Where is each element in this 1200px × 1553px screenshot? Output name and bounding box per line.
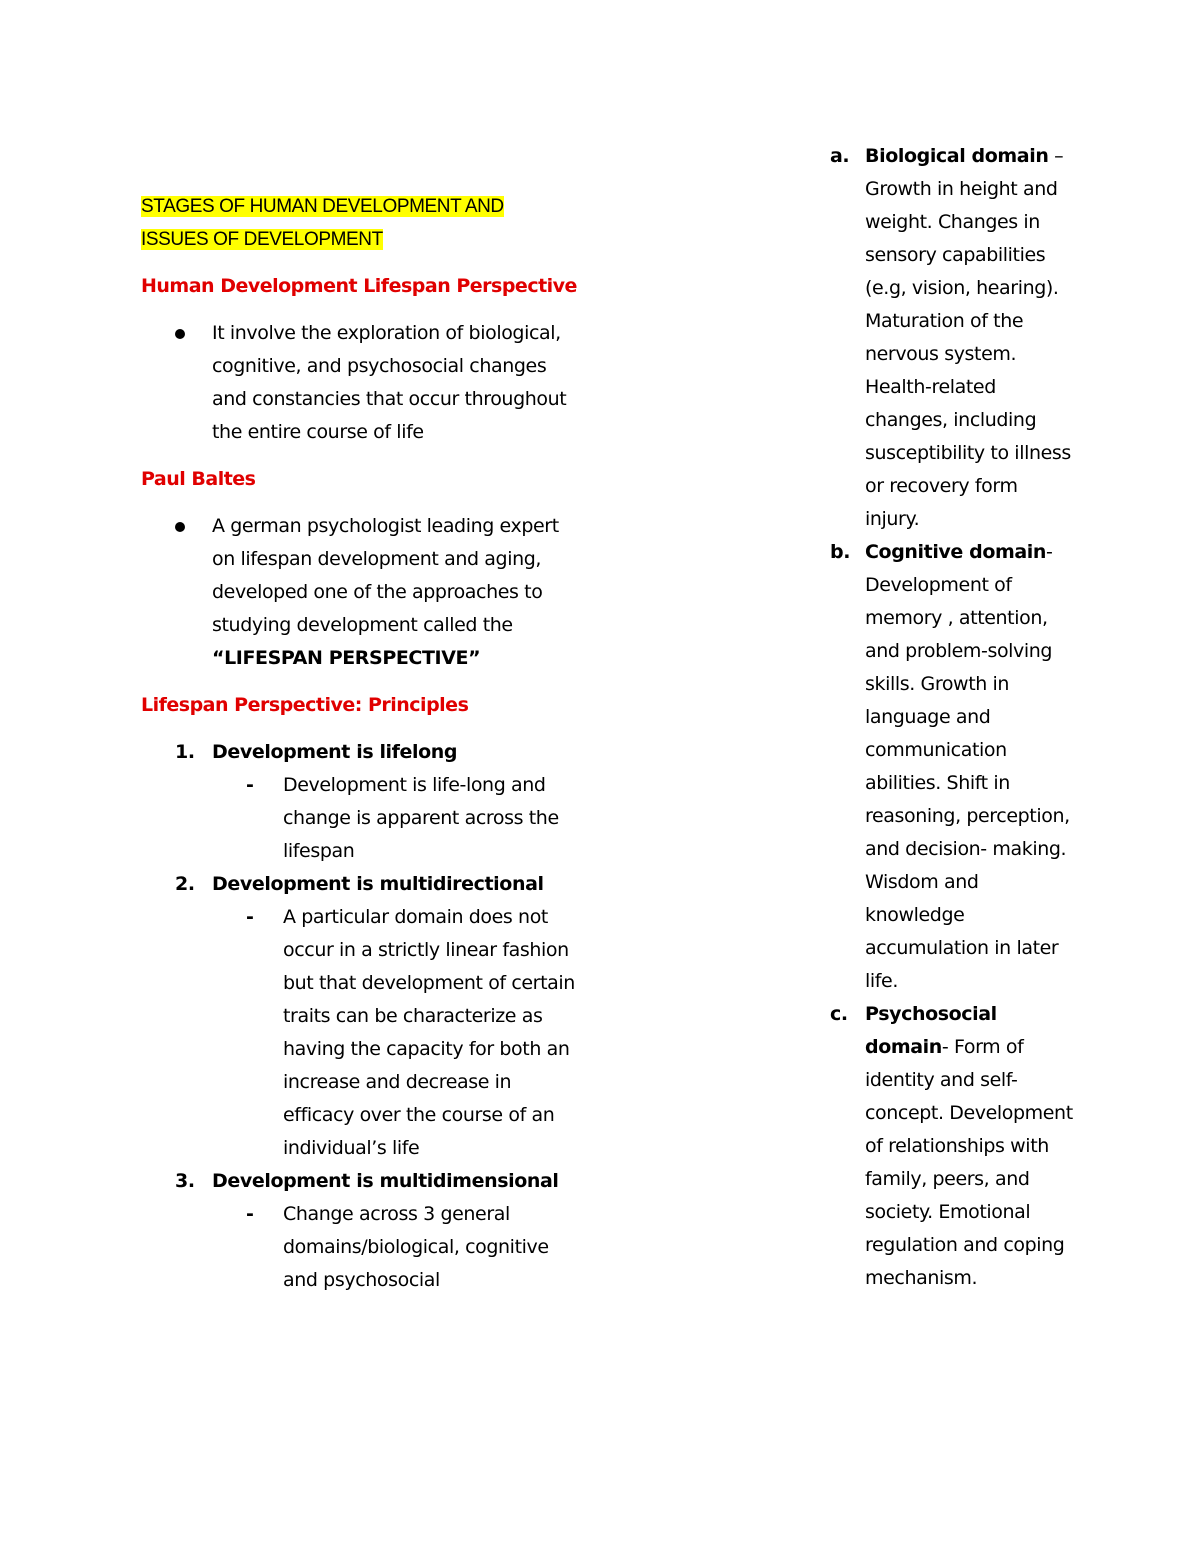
principle-title: Development is lifelong [212, 741, 458, 763]
principle-number: 1. [175, 741, 195, 763]
domain-letter: a. [830, 145, 850, 167]
domain-item [826, 536, 1076, 998]
dash-bullet: - [246, 1203, 254, 1225]
domain-separator: - [1046, 541, 1053, 563]
domain-item [826, 998, 1076, 1295]
domain-name: Biological domain [865, 145, 1049, 167]
domain-text: Development of memory , attention, and problem-solving skills. Growth in language and communication abilities. Shift in reasoning, perception, and decision- making. Wisdom and knowledge accumulation in later life. [865, 574, 1070, 992]
domain-name: Psychosocial domain [865, 1003, 997, 1058]
list-item [141, 317, 581, 449]
lifespan-bullet-text: It involve the exploration of biological, cognitive, and psychosocial changes and constancies that occur throughout the entire course of life [212, 322, 567, 443]
baltes-bullet-text: A german psychologist leading expert on lifespan development and aging, developed one of the approaches to studying development called the [212, 515, 559, 636]
title-line-2: ISSUES OF DEVELOPMENT [141, 229, 383, 250]
dash-bullet: - [246, 906, 254, 928]
baltes-bullet-bold: “LIFESPAN PERSPECTIVE” [212, 647, 481, 669]
domain-letter: c. [830, 1003, 848, 1025]
principle-number: 2. [175, 873, 195, 895]
principle-item [141, 868, 581, 1165]
principle-detail-text: A particular domain does not occur in a strictly linear fashion but that development of certain traits can be characterize as having the capacity for both an increase and decrease in efficacy over the course of an individual’s life [283, 906, 575, 1159]
principles-list [141, 736, 581, 1297]
principle-detail [212, 769, 581, 868]
domain-letter: b. [830, 541, 851, 563]
bullet-icon [175, 329, 185, 339]
principles-heading: Lifespan Perspective: Principles [141, 694, 469, 716]
list-item [141, 510, 581, 675]
domain-text: Form of identity and self-concept. Development of relationships with family, peers, and society. Emotional regulation and coping mechanism. [865, 1036, 1073, 1289]
document-title [141, 190, 581, 256]
principle-item [141, 1165, 581, 1297]
principle-title: Development is multidimensional [212, 1170, 559, 1192]
principle-title: Development is multidirectional [212, 873, 544, 895]
domains-list [826, 140, 1076, 1295]
domain-text: Growth in height and weight. Changes in sensory capabilities (e.g, vision, hearing). Maturation of the nervous system. Health-related changes, including susceptibility to illness or recovery form injury. [865, 178, 1071, 530]
principle-detail [212, 1198, 581, 1297]
domain-name: Cognitive domain [865, 541, 1047, 563]
principle-number: 3. [175, 1170, 195, 1192]
baltes-bullet-list [141, 510, 581, 675]
domain-separator: - [941, 1036, 955, 1058]
domain-item [826, 140, 1076, 536]
lifespan-heading: Human Development Lifespan Perspective [141, 275, 577, 297]
principle-item [141, 736, 581, 868]
principle-detail [212, 901, 581, 1165]
right-column [826, 140, 1076, 1295]
baltes-heading: Paul Baltes [141, 468, 256, 490]
domain-separator: – [1048, 145, 1064, 167]
title-line-1: STAGES OF HUMAN DEVELOPMENT AND [141, 196, 504, 217]
left-column [141, 190, 581, 1297]
dash-bullet: - [246, 774, 254, 796]
principle-detail-text: Development is life-long and change is apparent across the lifespan [283, 774, 559, 862]
lifespan-bullet-list [141, 317, 581, 449]
principle-detail-text: Change across 3 general domains/biological, cognitive and psychosocial [283, 1203, 549, 1291]
bullet-icon [175, 522, 185, 532]
